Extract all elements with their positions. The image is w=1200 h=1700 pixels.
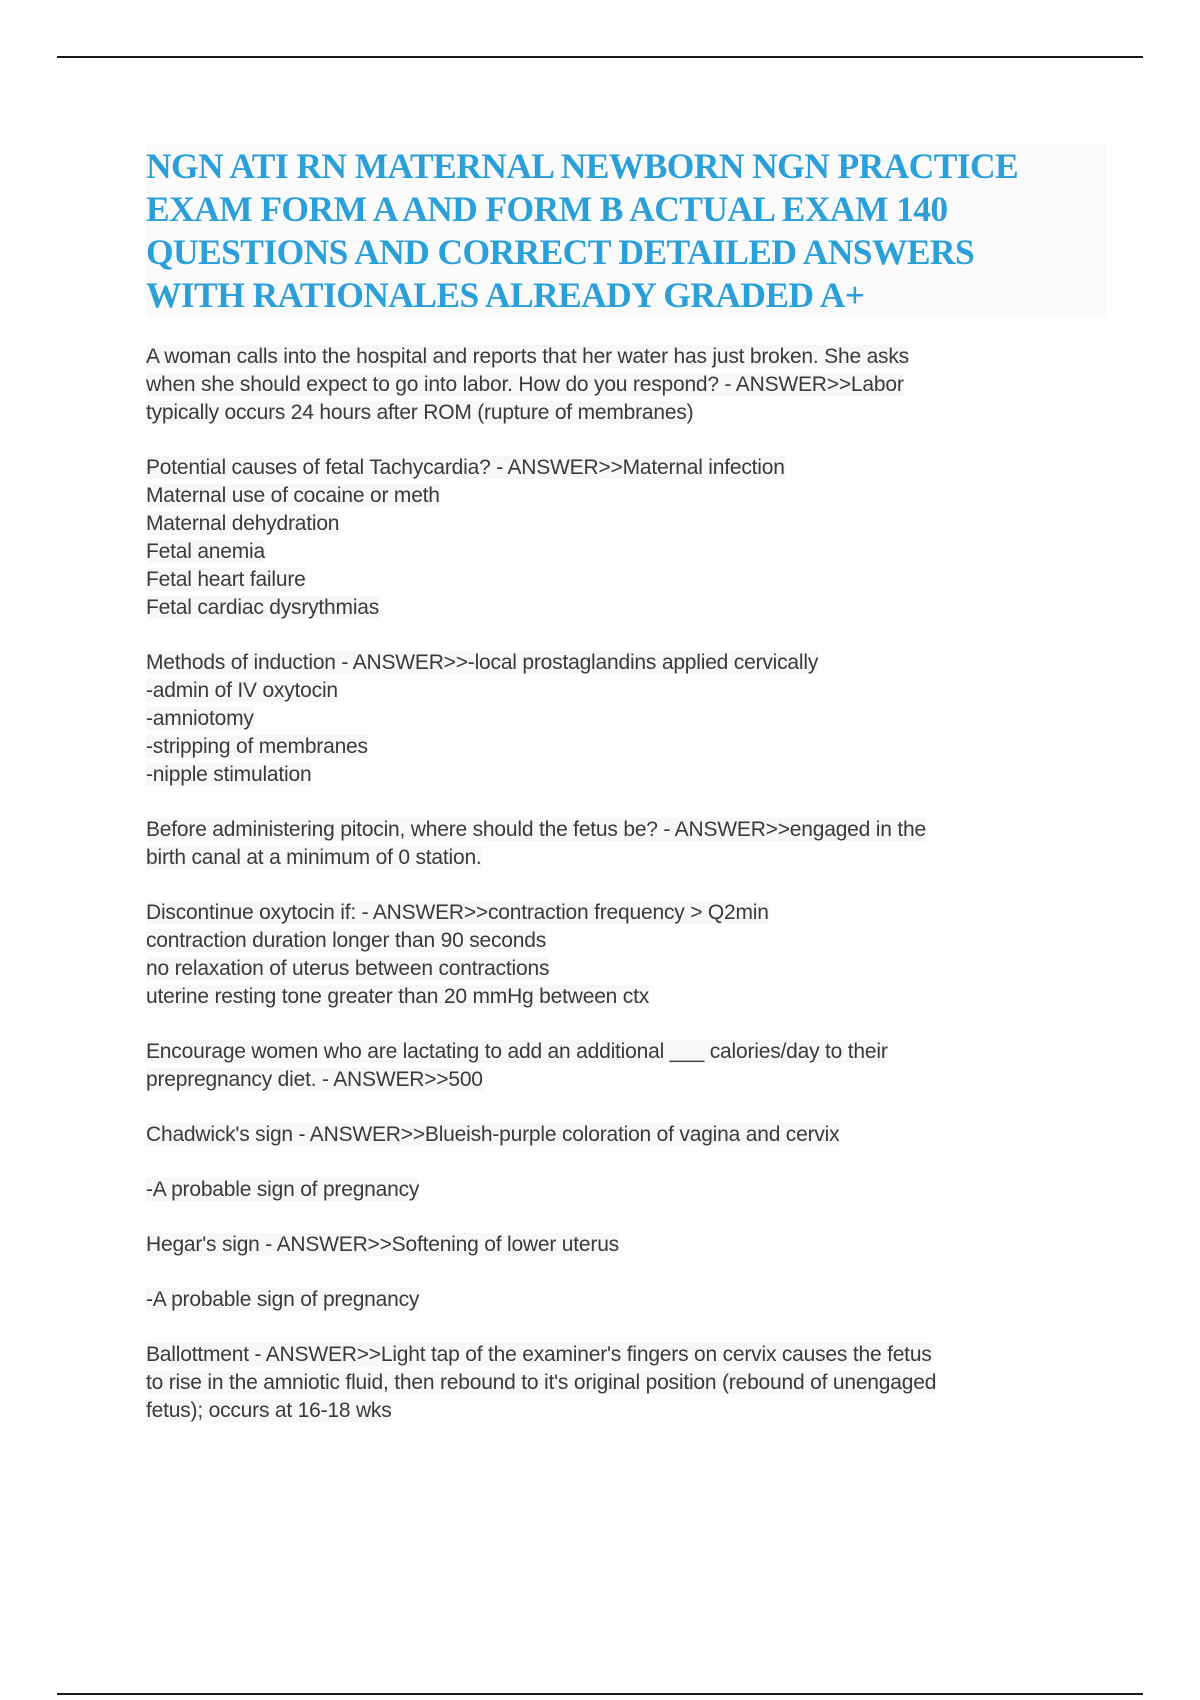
bottom-rule [57, 1693, 1143, 1695]
top-rule [57, 56, 1143, 58]
qa-line: typically occurs 24 hours after ROM (rupture of membranes) [146, 401, 694, 424]
qa-item-ballottment [146, 1341, 1106, 1425]
qa-line: to rise in the amniotic fluid, then rebound to it's original position (rebound of unengaged [146, 1371, 937, 1394]
qa-line: fetus); occurs at 16-18 wks [146, 1399, 392, 1422]
qa-line: Fetal anemia [146, 540, 265, 563]
qa-line: -A probable sign of pregnancy [146, 1288, 420, 1311]
qa-line: -stripping of membranes [146, 735, 368, 758]
qa-line: Encourage women who are lactating to add an additional ___ calories/day to their [146, 1040, 888, 1063]
qa-item-chadwicks-note [146, 1176, 1106, 1204]
qa-line: Fetal heart failure [146, 568, 306, 591]
qa-item-discontinue-oxytocin [146, 899, 1106, 1011]
qa-line: Maternal use of cocaine or meth [146, 484, 440, 507]
qa-item-induction-methods [146, 649, 1106, 789]
qa-item-lactation-calories [146, 1038, 1106, 1094]
qa-line: uterine resting tone greater than 20 mmHg between ctx [146, 985, 650, 1008]
qa-line: Methods of induction - ANSWER>>-local prostaglandins applied cervically [146, 651, 819, 674]
qa-line: Fetal cardiac dysrythmias [146, 596, 380, 619]
qa-line: Potential causes of fetal Tachycardia? - ANSWER>>Maternal infection [146, 456, 785, 479]
qa-line: -amniotomy [146, 707, 254, 730]
qa-line: contraction duration longer than 90 seconds [146, 929, 547, 952]
qa-item-fetal-tachycardia [146, 454, 1106, 622]
qa-line: -admin of IV oxytocin [146, 679, 338, 702]
qa-line: no relaxation of uterus between contractions [146, 957, 550, 980]
qa-line: A woman calls into the hospital and reports that her water has just broken. She asks [146, 345, 909, 368]
document-body [146, 145, 1106, 1452]
qa-item-hegars-sign [146, 1231, 1106, 1259]
qa-item-chadwicks-sign [146, 1121, 1106, 1149]
qa-line: birth canal at a minimum of 0 station. [146, 846, 482, 869]
qa-line: Discontinue oxytocin if: - ANSWER>>contraction frequency > Q2min [146, 901, 769, 924]
qa-item-pitocin-station [146, 816, 1106, 872]
qa-item-hegars-note [146, 1286, 1106, 1314]
qa-line: when she should expect to go into labor. How do you respond? - ANSWER>>Labor [146, 373, 904, 396]
qa-item-rom [146, 343, 1106, 427]
qa-line: Maternal dehydration [146, 512, 340, 535]
qa-line: Hegar's sign - ANSWER>>Softening of lower uterus [146, 1233, 619, 1256]
qa-line: Chadwick's sign - ANSWER>>Blueish-purple coloration of vagina and cervix [146, 1123, 840, 1146]
qa-line: -nipple stimulation [146, 763, 312, 786]
qa-line: Ballottment - ANSWER>>Light tap of the examiner's fingers on cervix causes the fetus [146, 1343, 932, 1366]
qa-line: Before administering pitocin, where should the fetus be? - ANSWER>>engaged in the [146, 818, 926, 841]
document-title: NGN ATI RN MATERNAL NEWBORN NGN PRACTICE EXAM FORM A AND FORM B ACTUAL EXAM 140 QUESTIONS AND CORRECT DETAILED ANSWERS WITH RATIONALES ALREADY GRADED A+ [146, 145, 1106, 317]
qa-line: prepregnancy diet. - ANSWER>>500 [146, 1068, 483, 1091]
qa-line: -A probable sign of pregnancy [146, 1178, 420, 1201]
